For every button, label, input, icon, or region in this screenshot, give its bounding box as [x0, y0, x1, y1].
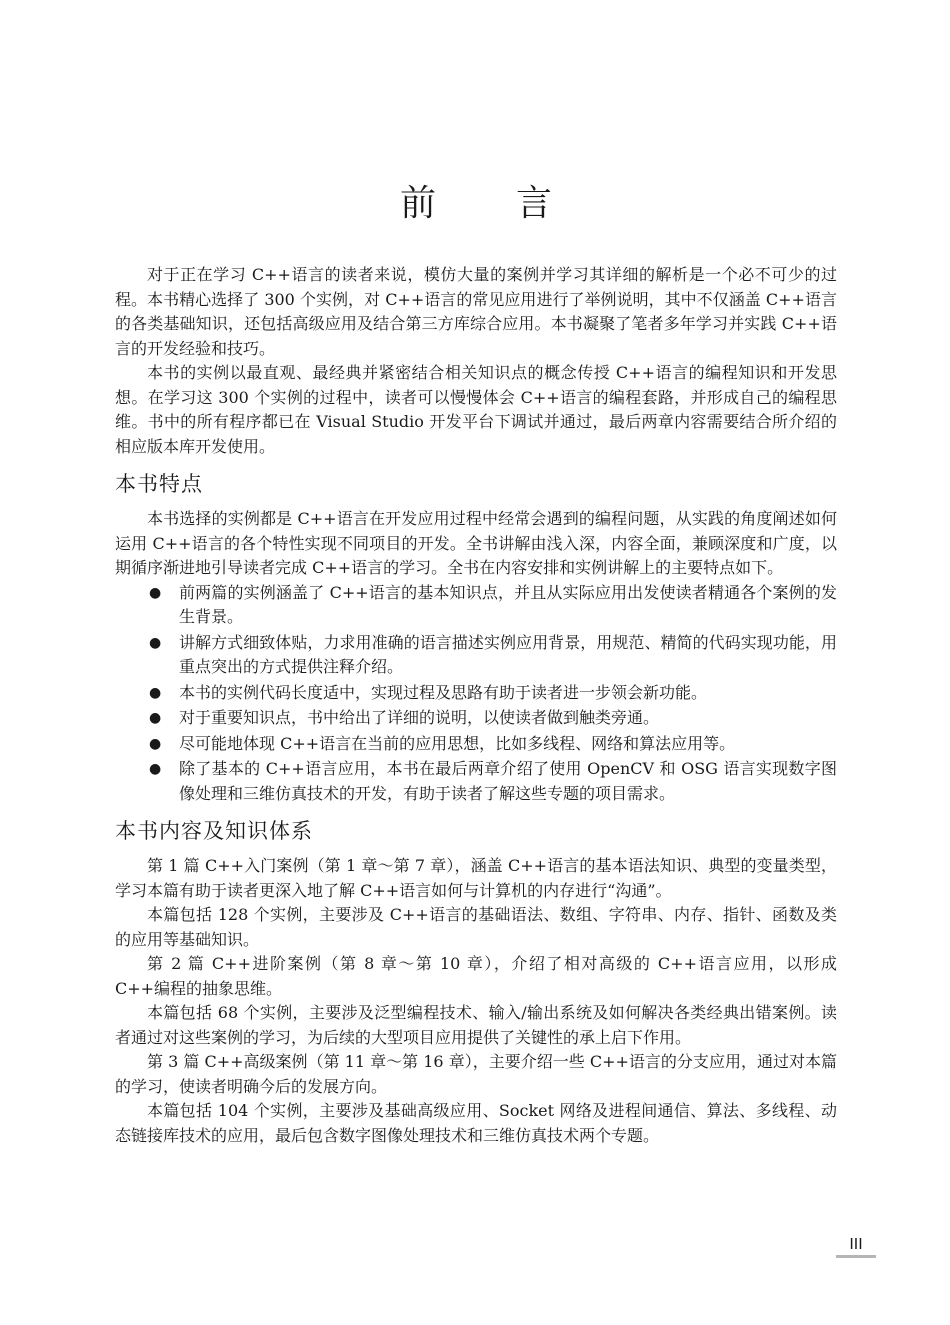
bullet-icon: ● — [149, 584, 162, 601]
list-item — [143, 631, 837, 680]
contents-paragraph: 第 3 篇 C++高级案例（第 11 章～第 16 章），主要介绍一些 C++语言的分支应用，通过对本篇的学习，使读者明确今后的发展方向。 — [115, 1052, 837, 1096]
bullet-icon: ● — [149, 735, 162, 752]
list-item-text: 讲解方式细致体贴，力求用准确的语言描述实例应用背景，用规范、精简的代码实现功能，用重点突出的方式提供注释介绍。 — [179, 632, 837, 676]
bullet-icon: ● — [149, 634, 162, 651]
page-content — [115, 263, 837, 1148]
contents-paragraph: 第 2 篇 C++进阶案例（第 8 章～第 10 章），介绍了相对高级的 C++语言应用，以形成 C++编程的抽象思维。 — [115, 954, 837, 998]
page-number-rule — [836, 1255, 876, 1258]
intro-paragraph: 本书的实例以最直观、最经典并紧密结合相关知识点的概念传授 C++语言的编程知识和开发思想。在学习这 300 个实例的过程中，读者可以慢慢体会 C++语言的编程套路，并形成自己的编程思维。书中的所有程序都已在 Visual Studio 开发平台下调试并通过，最后两章内容需要结合所介绍的相应版本库开发使用。 — [115, 363, 837, 456]
bullet-icon: ● — [149, 761, 162, 777]
section-heading-contents: 本书内容及知识体系 — [115, 819, 313, 843]
features-list — [115, 581, 837, 807]
contents-paragraph: 第 1 篇 C++入门案例（第 1 章～第 7 章），涵盖 C++语言的基本语法知识、典型的变量类型，学习本篇有助于读者更深入地了解 C++语言如何与计算机的内存进行“沟通”。 — [115, 856, 837, 900]
page-number: III — [849, 1236, 863, 1253]
list-item-text: 对于重要知识点，书中给出了详细的说明，以使读者做到触类旁通。 — [179, 708, 660, 727]
list-item — [143, 757, 837, 806]
bullet-icon: ● — [149, 684, 162, 701]
list-item-text: 本书的实例代码长度适中，实现过程及思路有助于读者进一步领会新功能。 — [179, 682, 708, 702]
list-item — [143, 706, 837, 731]
list-item-text: 除了基本的 C++语言应用，本书在最后两章介绍了使用 OpenCV 和 OSG 语言实现数字图像处理和三维仿真技术的开发，有助于读者了解这些专题的项目需求。 — [179, 759, 837, 803]
list-item — [143, 581, 837, 630]
list-item-text: 前两篇的实例涵盖了 C++语言的基本知识点，并且从实际应用出发使读者精通各个案例的发生背景。 — [179, 582, 837, 626]
section-heading-features: 本书特点 — [115, 472, 203, 496]
list-item-text: 尽可能地体现 C++语言在当前的应用思想，比如多线程、网络和算法应用等。 — [179, 733, 736, 753]
contents-paragraph: 本篇包括 128 个实例，主要涉及 C++语言的基础语法、数组、字符串、内存、指针、函数及类的应用等基础知识。 — [115, 905, 837, 949]
intro-paragraph: 对于正在学习 C++语言的读者来说，模仿大量的案例并学习其详细的解析是一个必不可少的过程。本书精心选择了 300 个实例，对 C++语言的常见应用进行了举例说明，其中不仅涵盖 C++语言的各类基础知识，还包括高级应用及结合第三方库综合应用。本书凝聚了笔者多年学习并实践 C++语言的开发经验和技巧。 — [115, 265, 837, 358]
list-item — [143, 732, 837, 757]
page-title: 前言 — [399, 183, 632, 224]
bullet-icon: ● — [149, 710, 162, 726]
features-intro-paragraph: 本书选择的实例都是 C++语言在开发应用过程中经常会遇到的编程问题，从实践的角度阐述如何运用 C++语言的各个特性实现不同项目的开发。全书讲解由浅入深，内容全面，兼顾深度和广度，以期循序渐进地引导读者完成 C++语言的学习。全书在内容安排和实例讲解上的主要特点如下。 — [115, 509, 837, 577]
contents-paragraph: 本篇包括 68 个实例，主要涉及泛型编程技术、输入/输出系统及如何解决各类经典出错案例。读者通过对这些案例的学习，为后续的大型项目应用提供了关键性的承上启下作用。 — [115, 1003, 837, 1047]
contents-paragraph: 本篇包括 104 个实例，主要涉及基础高级应用、Socket 网络及进程间通信、算法、多线程、动态链接库技术的应用，最后包含数字图像处理技术和三维仿真技术两个专题。 — [115, 1101, 837, 1145]
list-item — [143, 681, 837, 706]
